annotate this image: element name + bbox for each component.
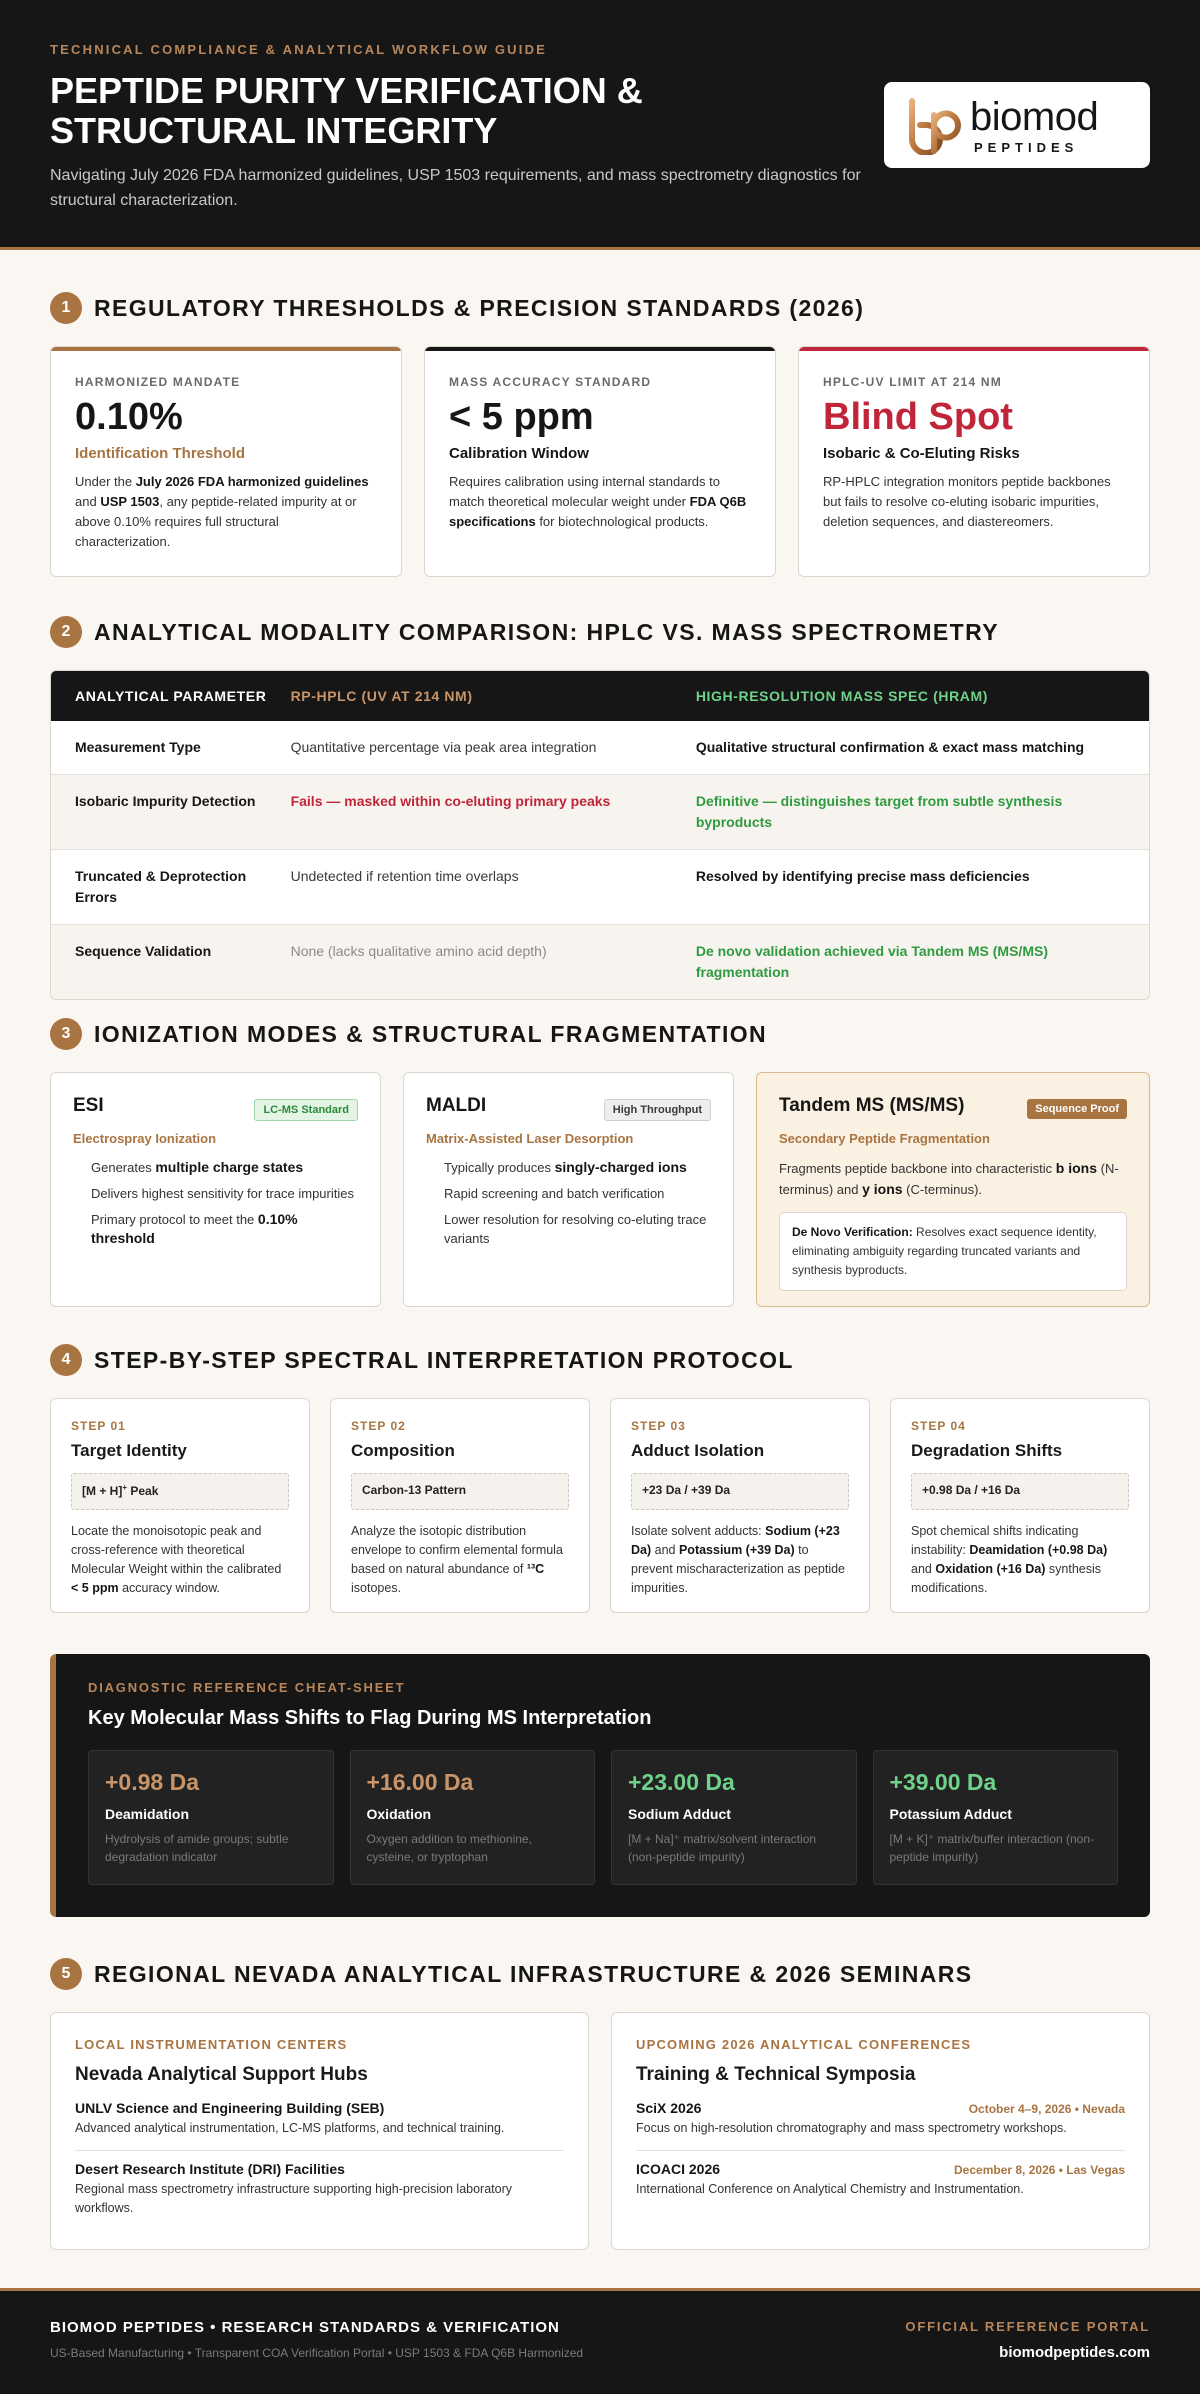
list-item-description: International Conference on Analytical Chemistry and Instrumentation. <box>636 2182 1024 2196</box>
logo-brand-text: biomod <box>970 94 1099 139</box>
page-footer <box>0 2288 1200 2394</box>
protocol-step-card <box>610 1398 870 1613</box>
page-header <box>0 0 1200 250</box>
parameter-cell: Truncated & Deprotection Errors <box>75 868 247 905</box>
section-title: REGIONAL NEVADA ANALYTICAL INFRASTRUCTURE & 2026 SEMINARS <box>94 1960 973 1987</box>
step-title: Adduct Isolation <box>631 1441 765 1460</box>
mass-shift-description: [M + K]⁺ matrix/buffer interaction (non-peptide impurity) <box>889 1832 1095 1864</box>
card-title: MALDI <box>426 1095 487 1116</box>
status-badge: High Throughput <box>604 1099 711 1121</box>
protocol-step-card <box>330 1398 590 1613</box>
section-number: 5 <box>50 1958 82 1990</box>
status-badge: LC-MS Standard <box>254 1099 358 1121</box>
parameter-cell: Isobaric Impurity Detection <box>75 793 256 809</box>
card-label: HARMONIZED MANDATE <box>75 375 241 389</box>
step-number: STEP 03 <box>631 1419 686 1433</box>
section-regulatory-thresholds <box>50 290 1150 577</box>
card-body: Requires calibration using internal standards to match theoretical molecular weight under FDA Q6B specifications for biotechnological products. <box>449 474 747 529</box>
card-subtitle: Calibration Window <box>449 445 589 462</box>
mass-shift-name: Potassium Adduct <box>889 1806 1012 1822</box>
footer-title: BIOMOD PEPTIDES • RESEARCH STANDARDS & VERIFICATION <box>50 2319 560 2336</box>
mass-shift-card <box>611 1750 857 1885</box>
threshold-card <box>798 346 1150 577</box>
protocol-step-card <box>890 1398 1150 1613</box>
step-number: STEP 04 <box>911 1419 966 1433</box>
maldi-card <box>403 1072 734 1307</box>
card-body: Under the July 2026 FDA harmonized guidelines and USP 1503, any peptide-related impurity at or above 0.10% requires full structural characterization. <box>75 474 369 549</box>
cheat-sheet-title: Key Molecular Mass Shifts to Flag During MS Interpretation <box>88 1707 652 1729</box>
event-date: October 4–9, 2026 • Nevada <box>968 2102 1125 2116</box>
brand-logo <box>884 82 1150 168</box>
footer-eyebrow: OFFICIAL REFERENCE PORTAL <box>905 2319 1150 2334</box>
list-item: Lower resolution for resolving co-eluting trace variants <box>444 1212 707 1246</box>
table-row <box>51 774 1149 849</box>
parameter-cell: Sequence Validation <box>75 943 212 959</box>
feature-list <box>426 1158 711 1248</box>
threshold-card <box>424 346 776 577</box>
step-title: Target Identity <box>71 1441 187 1460</box>
column-header: RP-HPLC (UV AT 214 NM) <box>290 687 473 704</box>
hram-cell: Resolved by identifying precise mass deficiencies <box>695 868 1030 884</box>
mass-shift-description: [M + Na]⁺ matrix/solvent interaction (non-peptide impurity) <box>628 1832 817 1864</box>
step-key-value: +0.98 Da / +16 Da <box>911 1473 1129 1510</box>
card-eyebrow: UPCOMING 2026 ANALYTICAL CONFERENCES <box>636 2037 972 2052</box>
step-number: STEP 01 <box>71 1419 126 1433</box>
card-title: Training & Technical Symposia <box>636 2064 916 2085</box>
list-item-description: Advanced analytical instrumentation, LC-MS platforms, and technical training. <box>75 2121 505 2135</box>
hplc-cell: Fails — masked within co-eluting primary peaks <box>290 793 611 809</box>
card-subtitle: Matrix-Assisted Laser Desorption <box>426 1131 634 1146</box>
card-value: Blind Spot <box>823 396 1013 438</box>
mass-shift-value: +0.98 Da <box>105 1769 199 1795</box>
table-row <box>51 849 1149 924</box>
list-item <box>75 2100 564 2138</box>
page-subtitle: Navigating July 2026 FDA harmonized guidelines, USP 1503 requirements, and mass spectrometry diagnostics for structural characterization. <box>50 167 861 209</box>
list-item <box>636 2100 1125 2138</box>
mass-shift-name: Oxidation <box>366 1806 432 1822</box>
section-title: STEP-BY-STEP SPECTRAL INTERPRETATION PROTOCOL <box>94 1346 794 1373</box>
hram-cell: De novo validation achieved via Tandem MS (MS/MS) fragmentation <box>695 943 1048 980</box>
status-badge: Sequence Proof <box>1027 1099 1127 1119</box>
card-body: RP-HPLC integration monitors peptide backbones but fails to resolve co-eluting isobaric impurities, deletion sequences, and diastereomers. <box>823 474 1111 529</box>
step-number: STEP 02 <box>351 1419 406 1433</box>
table-row <box>51 721 1149 774</box>
section-title: REGULATORY THRESHOLDS & PRECISION STANDARDS (2026) <box>94 294 865 321</box>
mass-shift-value: +23.00 Da <box>628 1769 735 1795</box>
section-title: IONIZATION MODES & STRUCTURAL FRAGMENTATION <box>94 1020 768 1047</box>
de-novo-note: De Novo Verification: Resolves exact sequence identity, eliminating ambiguity regarding truncated variants and synthesis byproducts. <box>779 1212 1127 1291</box>
card-subtitle: Identification Threshold <box>75 445 246 462</box>
mass-shift-value: +16.00 Da <box>366 1769 474 1795</box>
list-item-name: SciX 2026 <box>636 2100 702 2116</box>
card-value: < 5 ppm <box>449 396 594 438</box>
list-item-header <box>636 2161 1125 2177</box>
mass-shift-card <box>350 1750 596 1885</box>
step-key-value: Carbon-13 Pattern <box>351 1473 569 1510</box>
logo-tagline: PEPTIDES <box>974 139 1079 155</box>
header-eyebrow: TECHNICAL COMPLIANCE & ANALYTICAL WORKFLOW GUIDE <box>50 42 548 57</box>
parameter-cell: Measurement Type <box>75 739 201 755</box>
page-title: PEPTIDE PURITY VERIFICATION & STRUCTURAL INTEGRITY <box>50 70 643 151</box>
conferences-card <box>611 2012 1150 2250</box>
card-title: Nevada Analytical Support Hubs <box>75 2064 368 2085</box>
list-item-description: Focus on high-resolution chromatography and mass spectrometry workshops. <box>636 2121 1067 2135</box>
step-title: Degradation Shifts <box>911 1441 1063 1460</box>
mass-shift-description: Hydrolysis of amide groups; subtle degradation indicator <box>105 1832 289 1864</box>
local-centers-card <box>50 2012 589 2250</box>
bp-monogram-icon <box>902 95 962 155</box>
list-item-name: ICOACI 2026 <box>636 2161 721 2177</box>
mass-shift-card <box>88 1750 334 1885</box>
column-header: ANALYTICAL PARAMETER <box>75 687 267 704</box>
list-item-header <box>636 2100 1125 2116</box>
list-item <box>75 2150 564 2218</box>
hram-cell: Definitive — distinguishes target from subtle synthesis byproducts <box>695 793 1063 830</box>
section-title: ANALYTICAL MODALITY COMPARISON: HPLC VS. MASS SPECTROMETRY <box>94 618 999 645</box>
hplc-cell: Undetected if retention time overlaps <box>290 868 519 884</box>
threshold-card <box>50 346 402 577</box>
section-nevada-infrastructure <box>50 1956 1150 2250</box>
card-subtitle: Secondary Peptide Fragmentation <box>779 1131 990 1146</box>
portal-link[interactable]: biomodpeptides.com <box>999 2344 1150 2361</box>
list-item-header <box>75 2100 564 2116</box>
section-number: 3 <box>50 1018 82 1050</box>
section-number: 2 <box>50 616 82 648</box>
event-date: December 8, 2026 • Las Vegas <box>954 2163 1125 2177</box>
section-ionization-modes <box>50 1016 1150 1307</box>
card-title: ESI <box>73 1095 104 1116</box>
footer-subtitle: US-Based Manufacturing • Transparent COA Verification Portal • USP 1503 & FDA Q6B Harmonized <box>50 2346 584 2360</box>
esi-card <box>50 1072 381 1307</box>
tandem-ms-card <box>756 1072 1150 1307</box>
section-number: 4 <box>50 1344 82 1376</box>
card-subtitle: Isobaric & Co-Eluting Risks <box>823 445 1020 462</box>
mass-shift-name: Sodium Adduct <box>628 1806 731 1822</box>
section-modality-comparison <box>50 614 1150 1000</box>
step-description: Isolate solvent adducts: Sodium (+23 Da) and Potassium (+39 Da) to prevent mischaracterization as peptide impurities. <box>631 1524 846 1595</box>
cheat-sheet-panel <box>50 1654 1150 1917</box>
list-item: Primary protocol to meet the 0.10% threshold <box>91 1211 298 1246</box>
list-item <box>636 2150 1125 2199</box>
card-label: MASS ACCURACY STANDARD <box>449 375 652 389</box>
list-item: Generates multiple charge states <box>91 1159 304 1175</box>
section-number: 1 <box>50 292 82 324</box>
card-body: Fragments peptide backbone into characteristic b ions (N-terminus) and y ions (C-terminus). <box>779 1160 1119 1197</box>
cheat-sheet-eyebrow: DIAGNOSTIC REFERENCE CHEAT-SHEET <box>88 1680 406 1695</box>
list-item: Rapid screening and batch verification <box>444 1186 665 1201</box>
list-item-description: Regional mass spectrometry infrastructure supporting high-precision laboratory workflows. <box>75 2182 513 2215</box>
card-subtitle: Electrospray Ionization <box>73 1131 217 1146</box>
mass-shift-value: +39.00 Da <box>889 1769 997 1795</box>
card-eyebrow: LOCAL INSTRUMENTATION CENTERS <box>75 2037 348 2052</box>
list-item: Delivers highest sensitivity for trace impurities <box>91 1186 354 1201</box>
section-interpretation-protocol <box>50 1342 1150 1613</box>
list-item-name: Desert Research Institute (DRI) Facilities <box>75 2161 345 2177</box>
hplc-cell: Quantitative percentage via peak area integration <box>290 739 597 755</box>
mass-shift-description: Oxygen addition to methionine, cysteine, or tryptophan <box>366 1832 532 1864</box>
step-key-value: [M + H]+ Peak <box>71 1473 289 1510</box>
list-item: Typically produces singly-charged ions <box>444 1159 687 1175</box>
mass-shift-card <box>873 1750 1119 1885</box>
column-header: HIGH-RESOLUTION MASS SPEC (HRAM) <box>695 687 989 704</box>
step-description: Spot chemical shifts indicating instability: Deamidation (+0.98 Da) and Oxidation (+16 Da) synthesis modifications. <box>911 1524 1108 1595</box>
protocol-step-card <box>50 1398 310 1613</box>
step-key-value: +23 Da / +39 Da <box>631 1473 849 1510</box>
comparison-table <box>50 670 1150 1000</box>
hplc-cell: None (lacks qualitative amino acid depth) <box>290 943 547 959</box>
card-value: 0.10% <box>75 396 183 438</box>
step-description: Analyze the isotopic distribution envelope to confirm elemental formula based on natural abundance of ¹³C isotopes. <box>351 1524 563 1595</box>
mass-shift-name: Deamidation <box>105 1806 190 1822</box>
table-row <box>51 924 1149 999</box>
step-description: Locate the monoisotopic peak and cross-reference with theoretical Molecular Weight within the calibrated < 5 ppm accuracy window. <box>71 1524 282 1595</box>
table-header-row <box>51 671 1149 721</box>
list-item-name: UNLV Science and Engineering Building (SEB) <box>75 2100 385 2116</box>
hram-cell: Qualitative structural confirmation & exact mass matching <box>695 739 1085 755</box>
list-item-header <box>75 2161 564 2177</box>
card-label: HPLC-UV LIMIT AT 214 NM <box>823 375 1002 389</box>
step-title: Composition <box>351 1441 455 1460</box>
card-title: Tandem MS (MS/MS) <box>779 1095 965 1116</box>
feature-list <box>73 1158 358 1248</box>
